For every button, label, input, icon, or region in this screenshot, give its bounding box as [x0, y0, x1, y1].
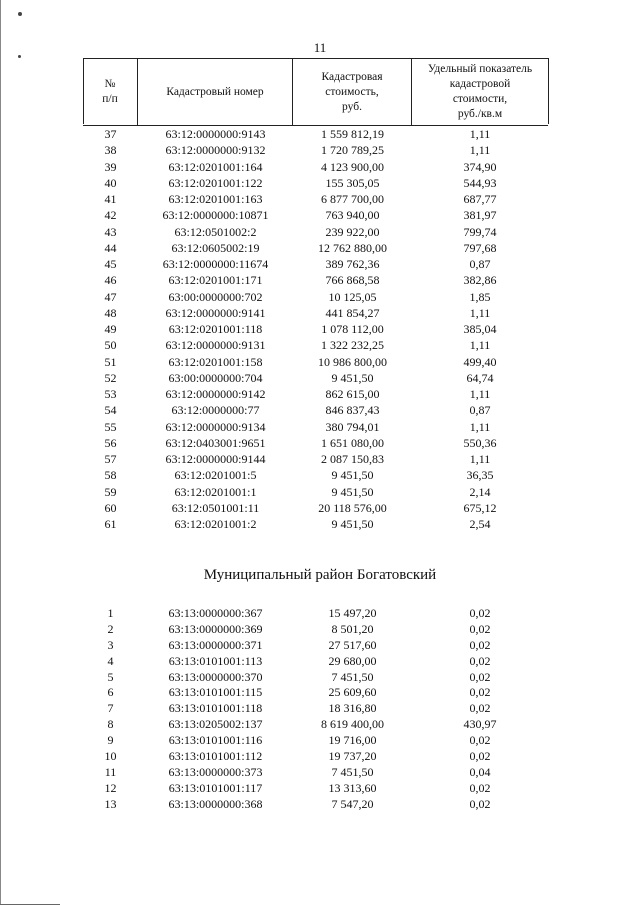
row-number: 9 — [107, 733, 114, 748]
specific-indicator: 1,85 — [469, 289, 491, 304]
cadastral-number: 63:12:0201001:5 — [174, 468, 257, 483]
cadastral-number: 63:12:0201001:171 — [168, 273, 263, 288]
row-number: 57 — [104, 452, 117, 466]
table-row — [83, 305, 548, 321]
table-row — [83, 500, 548, 516]
cadastral-value: 13 313,60 — [328, 780, 377, 795]
table-row — [83, 685, 548, 701]
row-number: 42 — [104, 208, 117, 223]
table-row — [83, 654, 548, 670]
cadastral-number: 63:12:0201001:122 — [168, 175, 263, 190]
specific-indicator: 0,02 — [469, 621, 491, 636]
row-number: 61 — [104, 517, 117, 531]
cadastral-value: 6 877 700,00 — [321, 192, 384, 206]
cadastral-number: 63:12:0000000:9142 — [165, 387, 266, 401]
header-indicator-line: руб./кв.м — [457, 108, 503, 120]
specific-indicator: 0,02 — [469, 780, 491, 795]
cadastral-value: 389 762,36 — [325, 257, 380, 271]
row-number: 8 — [107, 717, 114, 732]
cadastral-number: 63:12:0000000:9144 — [165, 452, 266, 466]
row-number: 51 — [104, 354, 117, 369]
table-row — [83, 606, 548, 622]
cadastral-number: 63:12:0201001:1 — [174, 484, 257, 499]
specific-indicator: 0,02 — [469, 637, 491, 652]
cadastral-number: 63:13:0101001:115 — [168, 685, 263, 700]
table-row — [83, 337, 548, 353]
table-row — [83, 289, 548, 305]
table-row — [83, 451, 548, 467]
table-row — [83, 749, 548, 765]
cadastral-number: 63:12:0000000:9134 — [165, 419, 266, 434]
table-row — [83, 191, 548, 207]
table-row — [83, 467, 548, 483]
section-title: Муниципальный район Богатовский — [203, 567, 437, 583]
cadastral-value: 12 762 880,00 — [318, 240, 387, 255]
specific-indicator: 36,35 — [466, 468, 494, 483]
table-row — [83, 638, 548, 654]
row-number: 7 — [107, 701, 114, 716]
cadastral-value: 9 451,50 — [331, 517, 374, 531]
scan-margin-line — [0, 0, 1, 905]
header-cadastral-value — [293, 59, 412, 125]
cadastral-number: 63:12:0501002:2 — [174, 224, 257, 239]
table-row — [83, 159, 548, 175]
row-number: 52 — [104, 370, 117, 385]
row-number: 45 — [104, 257, 117, 271]
specific-indicator: 499,40 — [463, 354, 497, 369]
specific-indicator: 1,11 — [469, 127, 491, 141]
header-value-line: руб. — [342, 100, 362, 113]
row-number: 6 — [107, 685, 114, 700]
table-row — [83, 516, 548, 532]
cadastral-value: 2 087 150,83 — [321, 452, 384, 466]
cadastral-value: 1 078 112,00 — [321, 322, 384, 336]
specific-indicator: 1,11 — [469, 419, 491, 434]
cadastral-value: 25 609,60 — [328, 685, 377, 700]
cadastral-number: 63:12:0000000:11674 — [162, 257, 269, 271]
specific-indicator: 0,02 — [469, 749, 491, 764]
specific-indicator: 1,11 — [469, 338, 491, 353]
row-number: 37 — [104, 127, 117, 141]
row-number: 58 — [104, 468, 117, 483]
cadastral-number: 63:13:0101001:116 — [168, 733, 263, 748]
cadastral-number: 63:12:0403001:9651 — [165, 435, 266, 450]
specific-indicator: 675,12 — [463, 500, 497, 515]
cadastral-number: 63:12:0201001:2 — [174, 517, 257, 531]
row-number: 53 — [104, 387, 117, 401]
header-indicator-line: стоимости, — [452, 93, 508, 105]
table-row — [83, 402, 548, 418]
header-num-line: п/п — [102, 93, 118, 105]
table-row — [83, 126, 548, 142]
cadastral-value: 9 451,50 — [331, 370, 374, 385]
cadastral-value: 15 497,20 — [328, 606, 377, 620]
row-number: 3 — [107, 637, 114, 652]
cadastral-number: 63:12:0501001:11 — [171, 500, 260, 515]
specific-indicator: 2,54 — [469, 517, 491, 531]
specific-indicator: 381,97 — [463, 208, 497, 223]
table-row — [83, 419, 548, 435]
cadastral-value: 29 680,00 — [328, 653, 377, 668]
cadastral-number: 63:12:0000000:9132 — [165, 143, 266, 158]
table-row — [83, 386, 548, 402]
table-row — [83, 781, 548, 797]
row-number: 55 — [104, 419, 117, 434]
header-indicator-line: Удельный показатель — [427, 63, 533, 75]
cadastral-number: 63:12:0605002:19 — [171, 240, 260, 255]
cadastral-value: 19 737,20 — [328, 749, 377, 764]
cadastral-value: 10 125,05 — [328, 289, 377, 304]
table-row — [83, 142, 548, 158]
specific-indicator: 374,90 — [463, 159, 497, 174]
row-number: 59 — [104, 484, 117, 499]
header-num-line: № — [104, 78, 116, 90]
header-cadastral-number: Кадастровый номер — [138, 59, 293, 125]
specific-indicator: 797,68 — [463, 240, 497, 255]
cadastral-value: 7 547,20 — [331, 796, 374, 811]
cadastral-number: 63:12:0201001:158 — [168, 354, 263, 369]
specific-indicator: 0,02 — [469, 653, 491, 668]
table-right-border — [548, 58, 549, 124]
specific-indicator: 0,02 — [469, 796, 491, 811]
cadastral-value: 18 316,80 — [328, 701, 377, 716]
cadastral-number: 63:13:0000000:373 — [168, 764, 263, 779]
cadastral-value: 1 559 812,19 — [321, 127, 384, 141]
cadastral-value: 239 922,00 — [325, 224, 380, 239]
table-body-2 — [83, 606, 548, 813]
row-number: 39 — [104, 159, 117, 174]
cadastral-number: 63:13:0101001:112 — [168, 749, 263, 764]
specific-indicator: 0,02 — [469, 701, 491, 716]
row-number: 1 — [107, 606, 114, 620]
row-number: 56 — [104, 435, 117, 450]
cadastral-number: 63:12:0201001:164 — [168, 159, 263, 174]
cadastral-value: 4 123 900,00 — [321, 159, 384, 174]
specific-indicator: 799,74 — [463, 224, 497, 239]
table-row — [83, 224, 548, 240]
row-number: 49 — [104, 322, 117, 336]
table-row — [83, 256, 548, 272]
table-row — [83, 435, 548, 451]
table-body-1 — [83, 126, 548, 532]
cadastral-value: 7 451,50 — [331, 669, 374, 684]
row-number: 48 — [104, 305, 117, 320]
cadastral-value: 441 854,27 — [325, 305, 380, 320]
cadastral-value: 846 837,43 — [325, 403, 380, 418]
row-number: 47 — [104, 289, 117, 304]
table-row — [83, 272, 548, 288]
table-row — [83, 207, 548, 223]
cadastral-value: 19 716,00 — [328, 733, 377, 748]
table-row — [83, 717, 548, 733]
row-number: 43 — [104, 224, 117, 239]
cadastral-value: 8 501,20 — [331, 621, 374, 636]
specific-indicator: 1,11 — [469, 387, 491, 401]
table-row — [83, 701, 548, 717]
row-number: 10 — [104, 749, 117, 764]
specific-indicator: 2,14 — [469, 484, 491, 499]
cadastral-number: 63:13:0101001:118 — [168, 701, 263, 716]
cadastral-value: 7 451,50 — [331, 764, 374, 779]
cadastral-value: 1 322 232,25 — [321, 338, 384, 353]
header-value-line: стоимость, — [325, 85, 379, 98]
row-number: 41 — [104, 192, 117, 206]
cadastral-number: 63:12:0201001:118 — [168, 322, 263, 336]
cadastral-value: 862 615,00 — [325, 387, 380, 401]
specific-indicator: 382,86 — [463, 273, 497, 288]
cadastral-value: 766 868,58 — [325, 273, 380, 288]
table-row — [83, 670, 548, 686]
table-row — [83, 733, 548, 749]
specific-indicator: 687,77 — [463, 192, 497, 206]
specific-indicator: 1,11 — [469, 305, 491, 320]
cadastral-number: 63:13:0101001:113 — [168, 653, 263, 668]
specific-indicator: 0,87 — [469, 403, 491, 418]
specific-indicator: 550,36 — [463, 435, 497, 450]
table-row — [83, 321, 548, 337]
specific-indicator: 0,02 — [469, 685, 491, 700]
table-row — [83, 622, 548, 638]
cadastral-value: 1 720 789,25 — [321, 143, 384, 158]
cadastral-number: 63:13:0101001:117 — [168, 780, 263, 795]
specific-indicator: 385,04 — [463, 322, 497, 336]
cadastral-number: 63:00:0000000:702 — [168, 289, 263, 304]
cadastral-number: 63:12:0000000:77 — [171, 403, 260, 418]
cadastral-number: 63:12:0201001:163 — [168, 192, 263, 206]
cadastral-number: 63:00:0000000:704 — [168, 370, 263, 385]
specific-indicator: 430,97 — [463, 717, 497, 732]
specific-indicator: 0,02 — [469, 669, 491, 684]
row-number: 38 — [104, 143, 117, 158]
cadastral-value: 10 986 800,00 — [318, 354, 387, 369]
cadastral-value: 763 940,00 — [325, 208, 380, 223]
row-number: 12 — [104, 780, 117, 795]
cadastral-number: 63:13:0205002:137 — [168, 717, 263, 732]
cadastral-value: 8 619 400,00 — [321, 717, 384, 732]
table-left-border — [83, 58, 84, 124]
table-row — [83, 797, 548, 813]
specific-indicator: 0,04 — [469, 764, 491, 779]
row-number: 46 — [104, 273, 117, 288]
scan-speck — [18, 12, 22, 16]
row-number: 13 — [104, 796, 117, 811]
table-header — [83, 58, 548, 126]
cadastral-number: 63:13:0000000:371 — [168, 637, 263, 652]
cadastral-value: 9 451,50 — [331, 484, 374, 499]
cadastral-number: 63:12:0000000:9131 — [165, 338, 266, 353]
cadastral-number: 63:13:0000000:368 — [168, 796, 263, 811]
row-number: 4 — [107, 653, 114, 668]
row-number: 54 — [104, 403, 117, 418]
specific-indicator: 0,02 — [469, 606, 491, 620]
specific-indicator: 0,02 — [469, 733, 491, 748]
row-number: 44 — [104, 240, 117, 255]
cadastral-value: 155 305,05 — [325, 175, 380, 190]
page-number: 11 — [313, 40, 327, 55]
specific-indicator: 1,11 — [469, 452, 491, 466]
header-num — [83, 59, 138, 125]
table-row — [83, 175, 548, 191]
cadastral-value: 20 118 576,00 — [318, 500, 387, 515]
cadastral-value: 1 651 080,00 — [321, 435, 384, 450]
specific-indicator: 1,11 — [469, 143, 491, 158]
cadastral-number: 63:12:0000000:9141 — [165, 305, 266, 320]
cadastral-value: 380 794,01 — [325, 419, 380, 434]
table-row — [83, 370, 548, 386]
cadastral-number: 63:13:0000000:367 — [168, 606, 263, 620]
row-number: 60 — [104, 500, 117, 515]
cadastral-number: 63:12:0000000:9143 — [165, 127, 266, 141]
row-number: 2 — [107, 621, 114, 636]
table-row — [83, 354, 548, 370]
row-number: 11 — [104, 764, 117, 779]
cadastral-number: 63:12:0000000:10871 — [162, 208, 269, 223]
specific-indicator: 64,74 — [466, 370, 494, 385]
specific-indicator: 0,87 — [469, 257, 491, 271]
table-row — [83, 484, 548, 500]
specific-indicator: 544,93 — [463, 175, 497, 190]
cadastral-value: 9 451,50 — [331, 468, 374, 483]
table-row — [83, 765, 548, 781]
cadastral-number: 63:13:0000000:370 — [168, 669, 263, 684]
cadastral-number: 63:13:0000000:369 — [168, 621, 263, 636]
row-number: 50 — [104, 338, 117, 353]
row-number: 5 — [107, 669, 114, 684]
header-value-line: Кадастровая — [321, 70, 383, 83]
header-specific-indicator — [412, 59, 548, 125]
header-indicator-line: кадастровой — [449, 78, 511, 90]
row-number: 40 — [104, 175, 117, 190]
cadastral-value: 27 517,60 — [328, 637, 377, 652]
table-row — [83, 240, 548, 256]
